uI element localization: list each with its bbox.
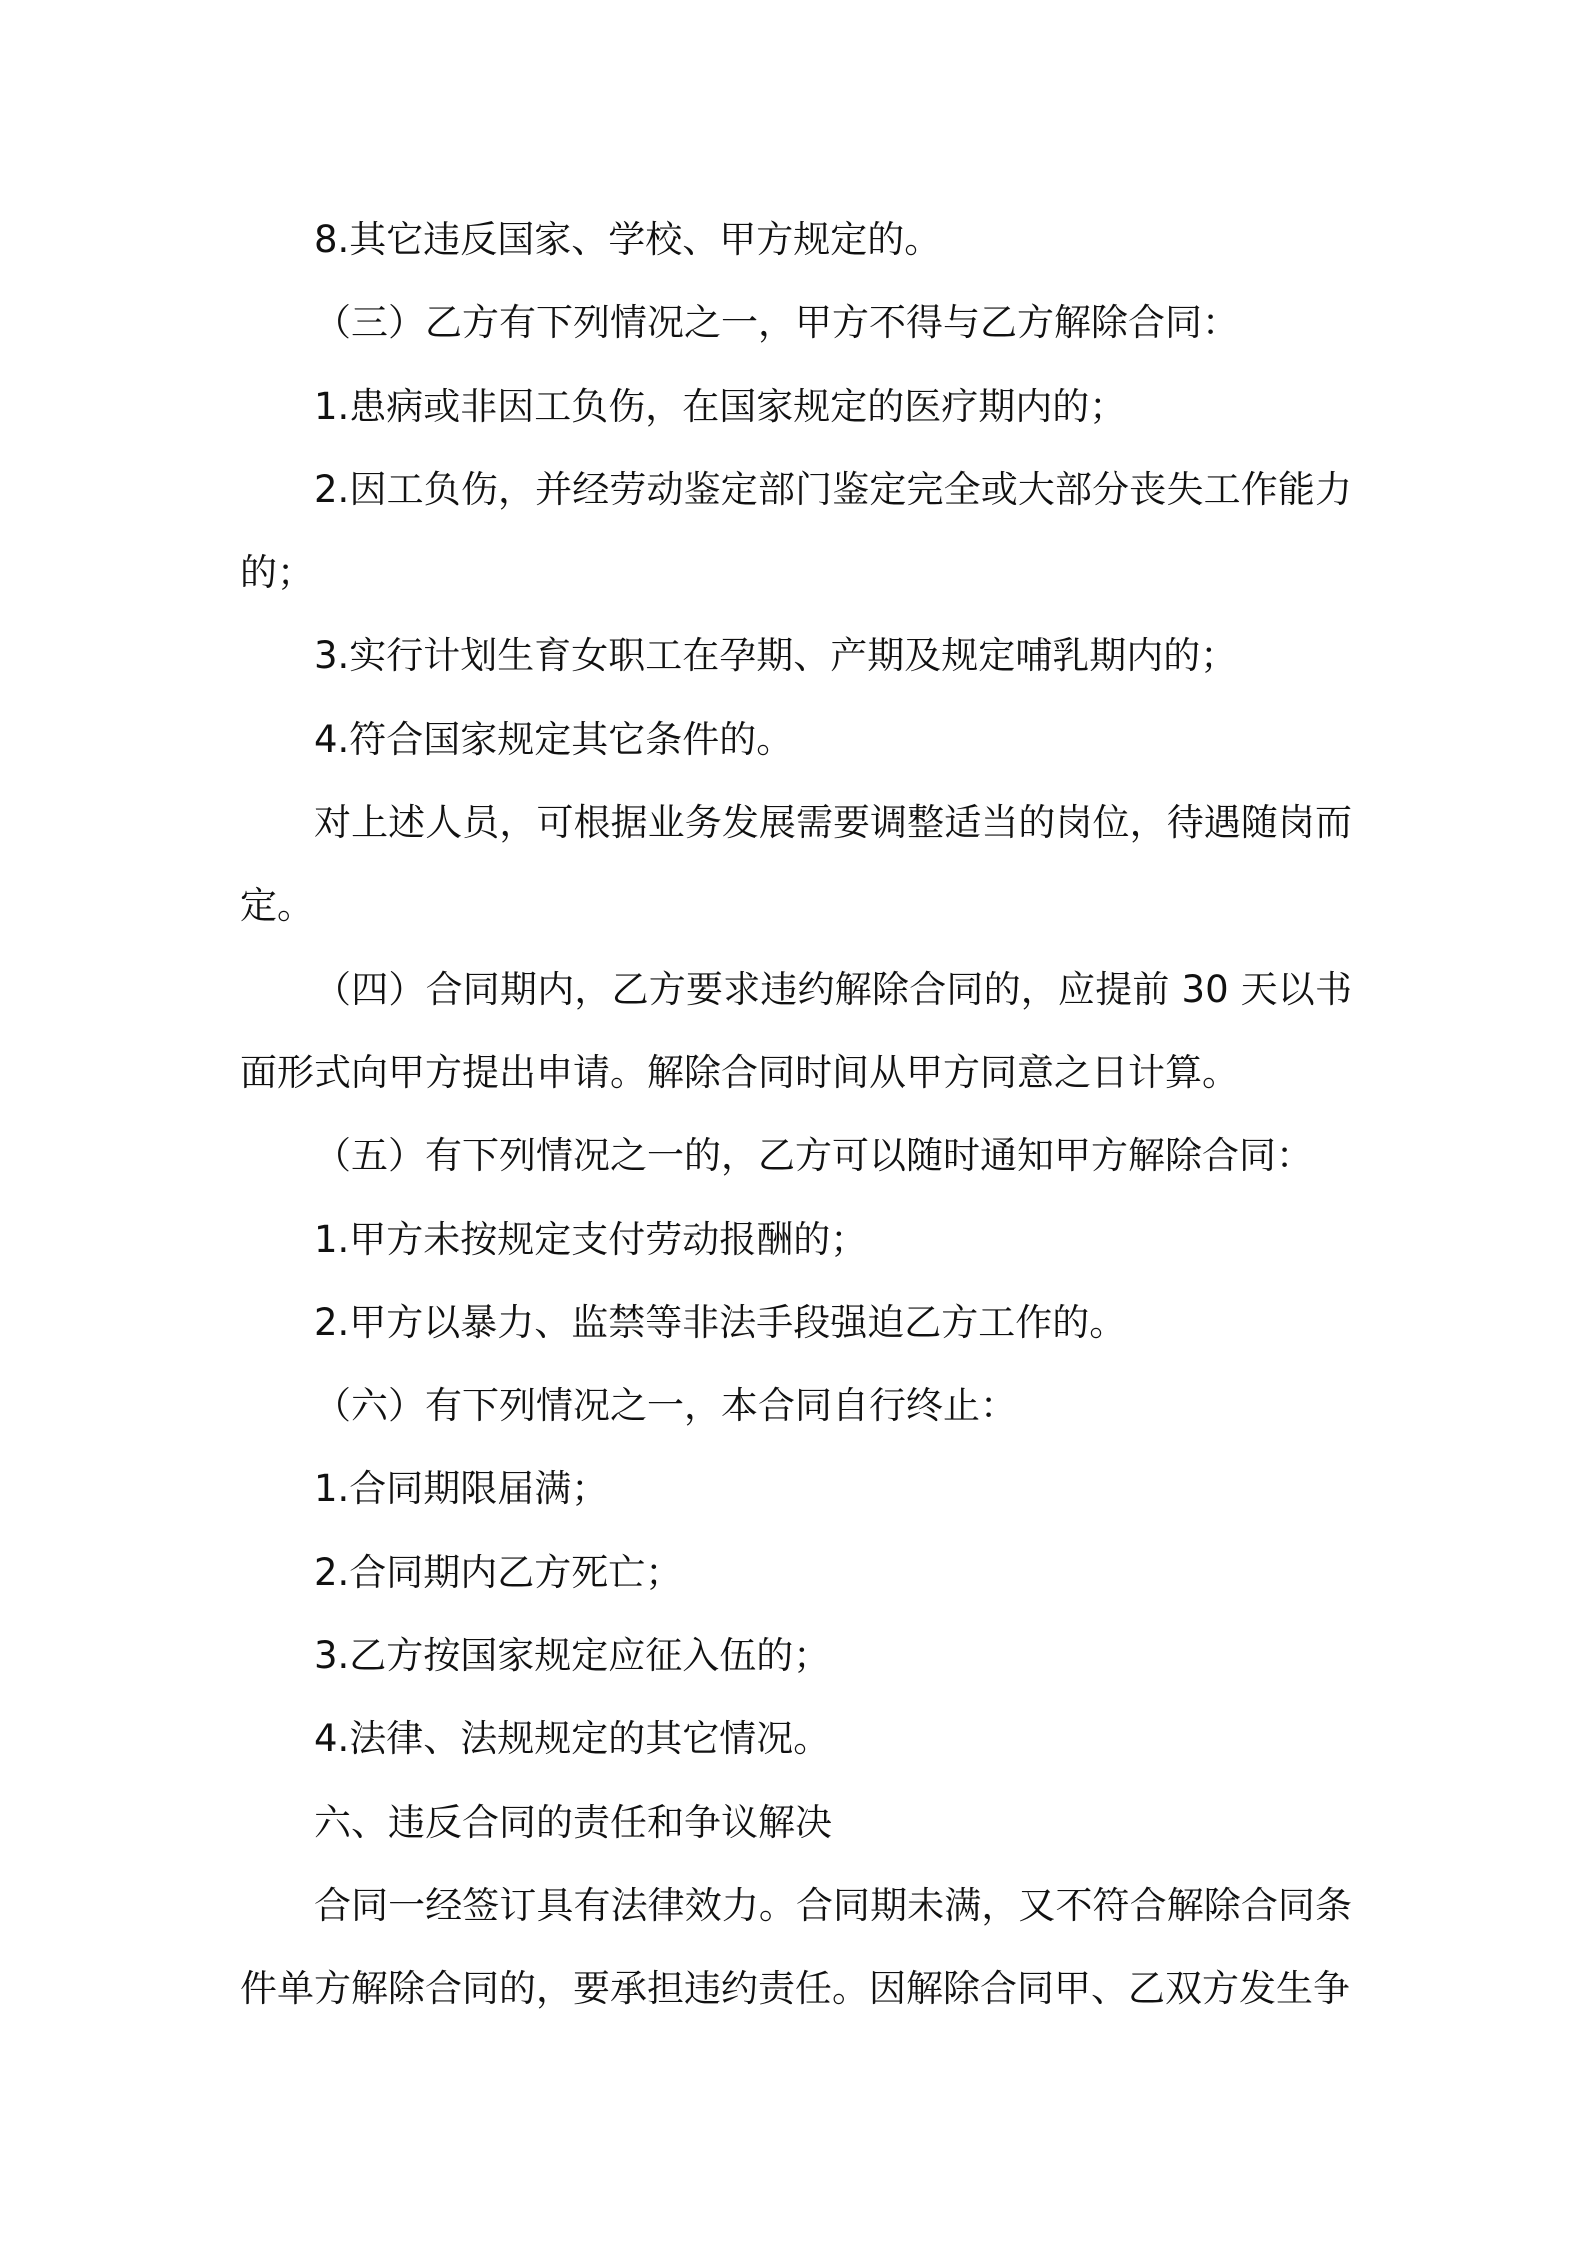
section-3-heading: （三）乙方有下列情况之一，甲方不得与乙方解除合同：: [314, 301, 1239, 345]
section-3-item-2: 2.因工负伤，并经劳动鉴定部门鉴定完全或大部分丧失工作能力的；: [240, 467, 1352, 595]
section-5-item-2: 2.甲方以暴力、监禁等非法手段强迫乙方工作的。: [314, 1300, 1127, 1344]
section-3-item-3: 3.实行计划生育女职工在孕期、产期及规定哺乳期内的；: [314, 634, 1238, 678]
section-5-item-1: 1.甲方未按规定支付劳动报酬的；: [314, 1217, 868, 1261]
section-4-paragraph: （四）合同期内，乙方要求违约解除合同的，应提前 30 天以书面形式向甲方提出申请。解除合同时间从甲方同意之日计算。: [240, 967, 1352, 1094]
section-3-item-1: 1.患病或非因工负伤，在国家规定的医疗期内的；: [314, 384, 1127, 428]
section-6-heading: （六）有下列情况之一，本合同自行终止：: [314, 1384, 1017, 1428]
section-3-note: 对上述人员，可根据业务发展需要调整适当的岗位，待遇随岗而定。: [240, 801, 1352, 928]
chapter-6-paragraph: 合同一经签订具有法律效力。合同期未满，又不符合解除合同条件单方解除合同的，要承担违约责任。因解除合同甲、乙双方发生争: [240, 1883, 1352, 2011]
document-body: [240, 198, 1352, 2031]
section-6-item-4: 4.法律、法规规定的其它情况。: [314, 1717, 831, 1761]
section-6-item-3: 3.乙方按国家规定应征入伍的；: [314, 1634, 831, 1678]
section-6-item-1: 1.合同期限届满；: [314, 1467, 609, 1511]
section-3-item-4: 4.符合国家规定其它条件的。: [314, 717, 794, 761]
chapter-6-title: 六、违反合同的责任和争议解决: [314, 1800, 832, 1844]
clause-8-other-violations: 8.其它违反国家、学校、甲方规定的。: [314, 218, 942, 261]
section-6-item-2: 2.合同期内乙方死亡；: [314, 1550, 683, 1594]
section-5-heading: （五）有下列情况之一的，乙方可以随时通知甲方解除合同：: [314, 1134, 1313, 1178]
